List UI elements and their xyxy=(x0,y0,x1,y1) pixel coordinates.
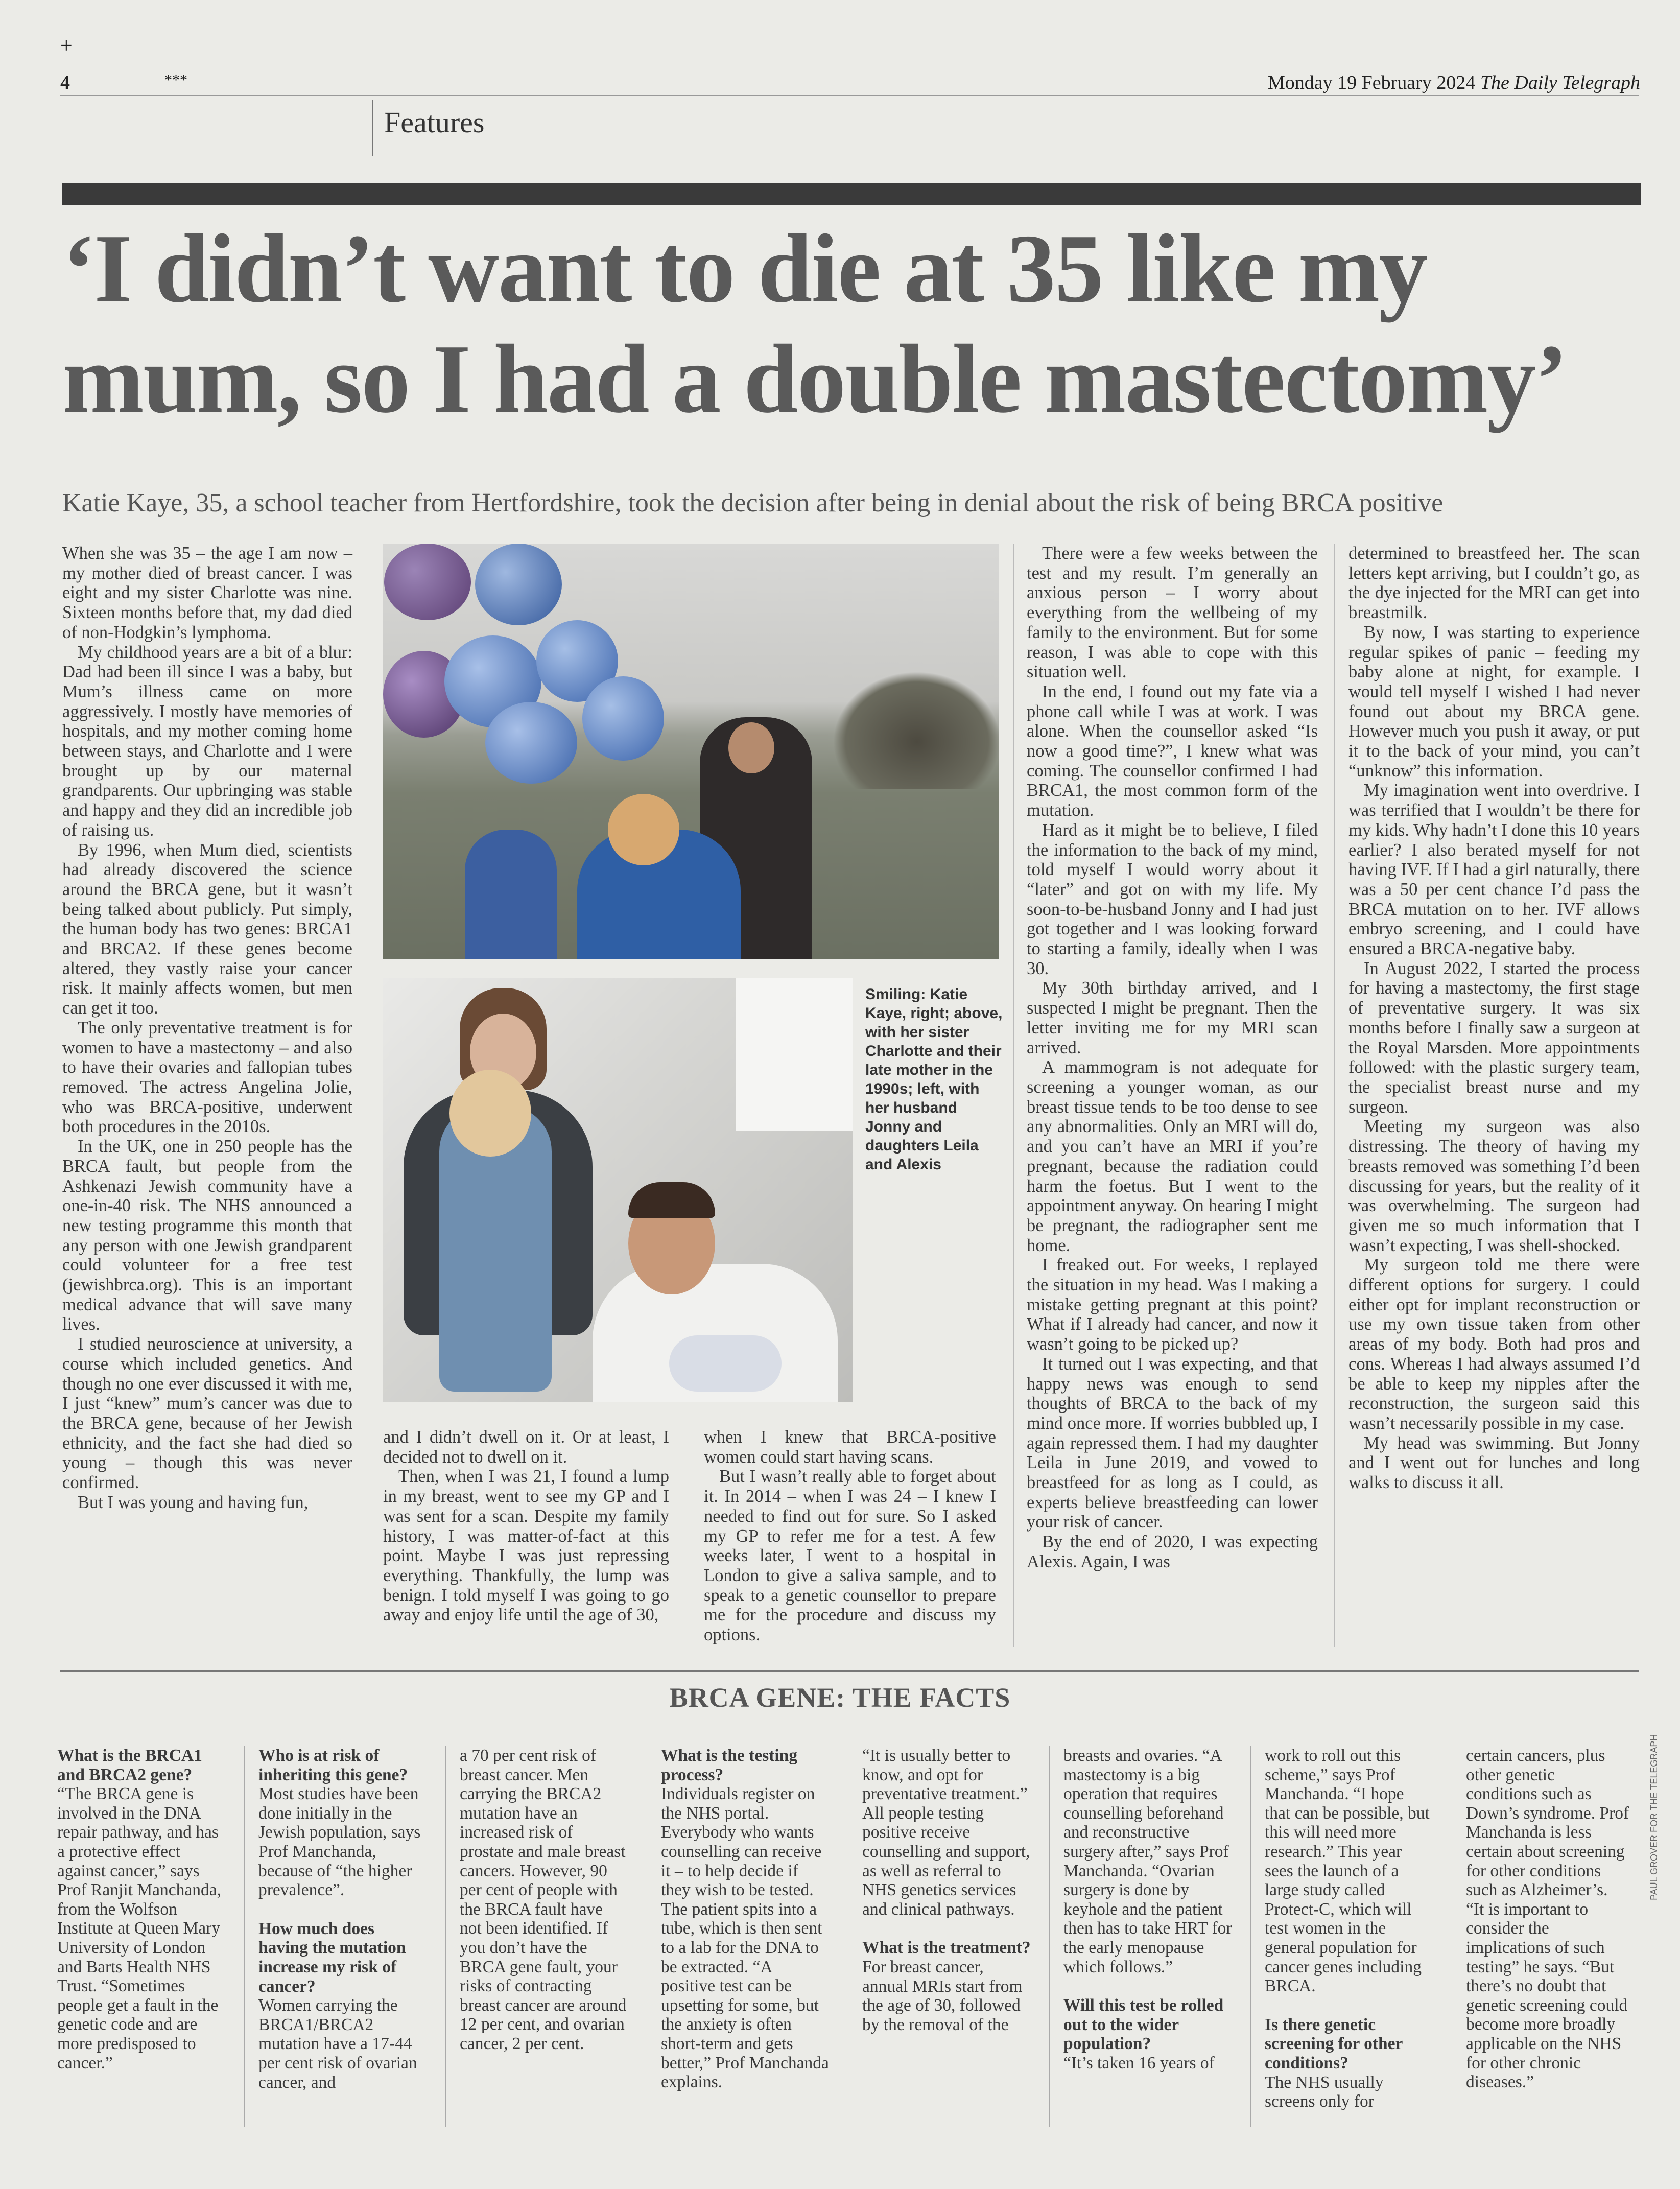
facts-answer: work to roll out this scheme,” says Prof Manchanda. “I hope that can be possible, but this will need more research.” This year sees the launch of a large study called Protect-C, which will test women in the general population for cancer genes including BRCA. xyxy=(1265,1746,1430,1996)
article-column-2 xyxy=(383,1427,669,1625)
article-column-3 xyxy=(1027,544,1318,1572)
article-column-4 xyxy=(1348,544,1640,1493)
spacer xyxy=(1265,1996,1433,2015)
facts-question: What is the treatment? xyxy=(862,1938,1031,1958)
column-rule xyxy=(1250,1746,1251,2127)
headline-line-1: ‘I didn’t want to die at 35 like my xyxy=(62,214,1427,323)
column-rule xyxy=(1049,1746,1050,2127)
facts-question: Who is at risk of inheriting this gene? xyxy=(258,1746,408,1784)
facts-answer: The NHS usually screens only for xyxy=(1265,2073,1384,2111)
edition-stars: *** xyxy=(164,72,187,88)
child-figure xyxy=(465,830,557,959)
spacer xyxy=(1063,1976,1232,1996)
paragraph: My childhood years are a bit of a blur: Dad had been ill since I was a baby, but Mum’s illness came on more aggressively. I mostly have memories of hospitals, and my mother coming home between stays, and Charlotte and I were brought up by our maternal grandparents. Our upbringing was stable and happy and they did an incredible job of raising us. xyxy=(62,642,352,840)
facts-question: Is there genetic screening for other conditions? xyxy=(1265,2015,1403,2073)
standfirst: Katie Kaye, 35, a school teacher from Hertfordshire, took the decision after being in denial about the risk of being BRCA positive xyxy=(62,488,1444,517)
section-label: Features xyxy=(384,106,485,139)
facts-answer: “The BRCA gene is involved in the DNA repair pathway, and has a protective effect against cancer,” says Prof Ranjit Manchanda, from the Wolfson Institute at Queen Mary University of London and Barts Health NHS Trust. “Sometimes people get a fault in the genetic code and are more predisposed to cancer.” xyxy=(57,1784,221,2073)
paragraph: when I knew that BRCA-positive women could start having scans. xyxy=(704,1427,996,1467)
facts-answer: breasts and ovaries. “A mastectomy is a big operation that requires counselling beforehand and reconstructive surgery after,” says Prof Manchanda. “Ovarian surgery is done by keyhole and the patient then has to take HRT for the early menopause which follows.” xyxy=(1063,1746,1232,1976)
paragraph: Meeting my surgeon was also distressing. The theory of having my breasts removed was something I’d been discussing for years, but the reality of it was overwhelming. The surgeon had given me so much information that I wasn’t expecting, I was shell-shocked. xyxy=(1348,1117,1640,1255)
facts-column-4 xyxy=(661,1746,830,2092)
paragraph: My 30th birthday arrived, and I suspected I might be pregnant. Then the letter inviting me for my MRI scan arrived. xyxy=(1027,978,1318,1057)
paragraph: determined to breastfeed her. The scan letters kept arriving, but I couldn’t go, as the dye injected for the MRI can get into breastmilk. xyxy=(1348,544,1640,623)
facts-heading: BRCA GENE: THE FACTS xyxy=(669,1682,1011,1713)
paragraph: In August 2022, I started the process for having a mastectomy, the first stage of preventative surgery. It was six months before I finally saw a surgeon at the Royal Marsden. More appointments followed: with the plastic surgery team, the specialist breast nurse and my surgeon. xyxy=(1348,958,1640,1117)
facts-answer: Individuals register on the NHS portal. Everybody who wants counselling can receive it – to help decide if they wish to be tested. The patient spits into a tube, which is then sent to a lab for the DNA to be extracted. “A positive test can be upsetting for some, but the anxiety is often short-term and gets better,” Prof Manchanda explains. xyxy=(661,1784,829,2092)
page-number: 4 xyxy=(60,72,70,93)
paragraph: It turned out I was expecting, and that happy news was enough to send thoughts of BRCA to the back of my mind once more. If worries bubbled up, I again repressed them. I had my daughter Leila in June 2019, and vowed to breastfeed for as long as I could, as experts believe breastfeeding can lower your risk of cancer. xyxy=(1027,1354,1318,1532)
facts-answer: a 70 per cent risk of breast cancer. Men carrying the BRCA2 mutation have an increased risk of prostate and male breast cancers. However, 90 per cent of people with the BRCA fault have not been identified. If you don’t have the BRCA gene fault, your risks of contracting breast cancer are around 12 per cent, and ovarian cancer, 2 per cent. xyxy=(460,1746,627,2053)
facts-column-8 xyxy=(1466,1746,1629,2092)
facts-question: How much does having the mutation increase my risk of cancer? xyxy=(258,1919,406,1996)
paragraph: I freaked out. For weeks, I replayed the situation in my head. Was I making a mistake getting pregnant at this point? What if I already had cancer, and now it wasn’t going to be picked up? xyxy=(1027,1255,1318,1354)
paragraph: In the end, I found out my fate via a phone call while I was at work. I was alone. When the counsellor asked “Is now a good time?”, I knew what was coming. The counsellor confirmed I had BRCA1, the most common form of the mutation. xyxy=(1027,681,1318,820)
headline xyxy=(62,214,1646,434)
headline-bar xyxy=(62,183,1641,205)
child-hair xyxy=(608,794,679,865)
balloon-icon xyxy=(582,676,664,761)
masthead: The Daily Telegraph xyxy=(1480,72,1640,93)
trees xyxy=(833,671,999,789)
paragraph: But I wasn’t really able to forget about it. In 2014 – when I was 24 – I knew I needed to find out for sure. So I asked my GP to refer me for a test. A few weeks later, I went to a hospital in London to give a saliva sample, and to speak to a genetic counsellor to prepare me for the procedure and discuss my options. xyxy=(704,1467,996,1645)
photo-family-today xyxy=(383,978,853,1402)
facts-answer: Most studies have been done initially in the Jewish population, says Prof Manchanda, because of “the higher prevalence”. xyxy=(258,1784,421,1900)
balloon-icon xyxy=(485,702,577,784)
paragraph: and I didn’t dwell on it. Or at least, I decided not to dwell on it. xyxy=(383,1427,669,1467)
column-rule xyxy=(445,1746,446,2127)
facts-column-5 xyxy=(862,1746,1031,2034)
paragraph: There were a few weeks between the test and my result. I’m generally an anxious person – I worry about everything from the wellbeing of my family to the environment. But for some reason, I was able to cope with this situation well. xyxy=(1027,544,1318,682)
paragraph: In the UK, one in 250 people has the BRCA fault, but people from the Ashkenazi Jewish community have a one-in-40 risk. The NHS announced a new testing programme this month that any person with one Jewish grandparent could volunteer for a free test (jewishbrca.org). This is an important medical advance that will save many lives. xyxy=(62,1137,352,1334)
section-divider xyxy=(372,100,373,156)
facts-answer: certain cancers, plus other genetic conditions such as Down’s syndrome. Prof Manchanda is less certain about screening for other conditions such as Alzheimer’s. “It is important to consider the implications of such testing” he says. “But there’s no doubt that genetic screening could become more broadly applicable on the NHS for other chronic diseases.” xyxy=(1466,1746,1629,2092)
paragraph: By the end of 2020, I was expecting Alexis. Again, I was xyxy=(1027,1532,1318,1571)
facts-column-1 xyxy=(57,1746,226,2073)
photo-family-1990s xyxy=(383,544,999,959)
photo-caption: Smiling: Katie Kaye, right; above, with her sister Charlotte and their late mother in the 1990s; left, with her husband Jonny and daughters Leila and Alexis xyxy=(865,986,1003,1173)
man-hair xyxy=(628,1182,715,1218)
balloon-icon xyxy=(475,544,562,625)
facts-answer: “It is usually better to know, and opt for preventative treatment.” All people testing positive receive counselling and support, as well as referral to NHS genetics services and clinical pathways. xyxy=(862,1746,1030,1919)
dateline xyxy=(1268,72,1640,94)
paragraph: My surgeon told me there were different options for surgery. I could either opt for implant reconstruction or use my own tissue taken from other areas of my body. Both had pros and cons. Whereas I had always assumed I’d be able to keep my nipples after the reconstruction, the surgeon said this wasn’t necessarily possible in my case. xyxy=(1348,1255,1640,1433)
facts-question: What is the BRCA1 and BRCA2 gene? xyxy=(57,1746,202,1784)
paragraph: My head was swimming. But Jonny and I went out for lunches and long walks to discuss it all. xyxy=(1348,1433,1640,1493)
paragraph: Then, when I was 21, I found a lump in my breast, went to see my GP and I was sent for a scan. Despite my family history, I was matter-of-fact at this point. Maybe I was just repressing everything. Thankfully, the lump was benign. I told myself I was going to go away and enjoy life until the age of 30, xyxy=(383,1467,669,1625)
paragraph: A mammogram is not adequate for screening a younger woman, as our breast tissue tends to be too dense to see any abnormalities. Only an MRI will do, and you can’t have an MRI if you’re pregnant, because the radiation could harm the foetus. But I went to the appointment anyway. On hearing I might be pregnant, the radiographer sent me home. xyxy=(1027,1057,1318,1255)
column-rule xyxy=(1013,544,1014,1647)
facts-column-2 xyxy=(258,1746,427,2092)
paragraph: By now, I was starting to experience regular spikes of panic – feeding my baby alone at night, for example. I would tell myself I wished I had never found out about my BRCA gene. However much you push it away, or put it to the back of your mind, you can’t “unknow” this information. xyxy=(1348,622,1640,781)
facts-answer: For breast cancer, annual MRIs start from the age of 30, followed by the removal of the xyxy=(862,1957,1023,2034)
paragraph: But I was young and having fun, xyxy=(78,1492,309,1512)
article-column-1 xyxy=(62,544,352,1512)
baby xyxy=(669,1335,782,1392)
facts-answer: Women carrying the BRCA1/BRCA2 mutation have a 17-44 per cent risk of ovarian cancer, and xyxy=(258,1996,417,2092)
facts-answer: “It’s taken 16 years of xyxy=(1063,2053,1215,2073)
photo-credit: PAUL GROVER FOR THE TELEGRAPH xyxy=(1649,1734,1659,1900)
article-column-3a xyxy=(704,1427,996,1645)
headline-line-2: mum, so I had a double mastectomy’ xyxy=(62,324,1567,433)
facts-question: Will this test be rolled out to the wider population? xyxy=(1063,1996,1224,2054)
column-rule xyxy=(1334,544,1335,1647)
girl-head xyxy=(449,1070,531,1157)
facts-question: What is the testing process? xyxy=(661,1746,798,1784)
paragraph: The only preventative treatment is for women to have a mastectomy – and also to have their ovaries and fallopian tubes removed. The actress Angelina Jolie, who was BRCA-positive, underwent both procedures in the 2010s. xyxy=(62,1018,352,1137)
facts-column-7 xyxy=(1265,1746,1433,2111)
paragraph: My imagination went into overdrive. I was terrified that I wouldn’t be there for my kids. Why hadn’t I done this 10 years earlier? I also berated myself for not having IVF. If I had a girl naturally, there was a 50 per cent chance I’d pass the BRCA mutation on to her. IVF allows embryo screening, and I could have ensured a BRCA-negative baby. xyxy=(1348,781,1640,959)
paragraph: I studied neuroscience at university, a course which included genetics. And though no one ever discussed it with me, I just “knew” mum’s cancer was due to the BRCA gene, because of her Jewish ethnicity, and the fact she had died so young – though this was never confirmed. xyxy=(62,1334,352,1493)
facts-column-6 xyxy=(1063,1746,1232,2073)
spacer xyxy=(862,1919,1031,1938)
facts-rule xyxy=(60,1670,1639,1672)
face xyxy=(728,722,774,773)
facts-column-3 xyxy=(460,1746,628,2054)
spacer xyxy=(258,1900,427,1919)
column-rule xyxy=(244,1746,245,2127)
paragraph: Hard as it might be to believe, I filed the information to the back of my mind, told myself I would worry about it “later” and got on with my life. My soon-to-be-husband Jonny and I had just got together and I was looking forward to starting a family, ideally when I was 30. xyxy=(1027,820,1318,978)
paragraph: By 1996, when Mum died, scientists had already discovered the science around the BRCA gene, but it wasn’t being talked about publicly. Put simply, the human body has two genes: BRCA1 and BRCA2. If these genes become altered, they vastly raise your cancer risk. It mainly affects women, but men can get it too. xyxy=(62,840,352,1018)
crop-mark-icon: + xyxy=(60,34,73,58)
paragraph: When she was 35 – the age I am now – my mother died of breast cancer. I was eight and my sister Charlotte was nine. Sixteen months before that, my dad died of non-Hodgkin’s lymphoma. xyxy=(62,544,352,642)
header-rule xyxy=(60,95,1639,96)
window xyxy=(736,978,853,1131)
balloon-icon xyxy=(384,544,471,620)
issue-date: Monday 19 February 2024 xyxy=(1268,72,1476,93)
